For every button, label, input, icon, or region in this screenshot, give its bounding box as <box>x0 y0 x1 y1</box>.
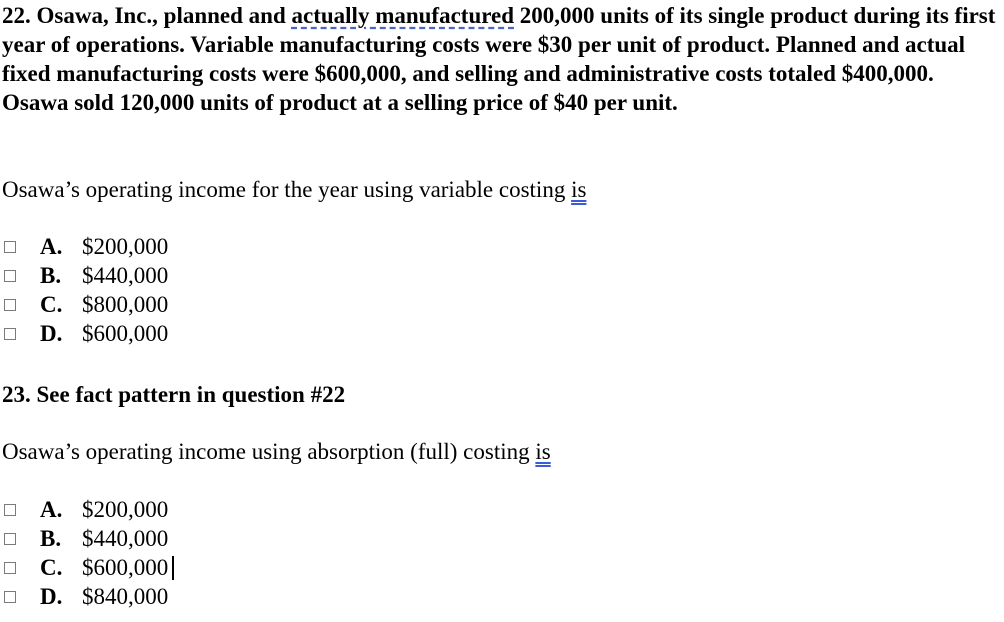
choice-letter: B. <box>40 525 62 551</box>
checkbox[interactable] <box>4 562 16 574</box>
checkbox[interactable] <box>4 270 16 282</box>
checkbox[interactable] <box>4 591 16 603</box>
question-22-heading-rest: 200,000 units of its single product during its first year of operations. Variable manufacturing costs were $30 per unit of product. Planned and actual fixed manufacturing costs were $600,000, and selling and administrative costs totaled $400,000. Osawa sold 120,000 units of product at a selling price of $40 per unit. <box>2 3 996 115</box>
choice-item <box>2 524 174 553</box>
choice-letter: A. <box>40 496 63 522</box>
choice-letter: C. <box>40 291 63 317</box>
choice-item <box>2 495 174 524</box>
choice-item <box>2 319 168 348</box>
choice-letter: D. <box>40 320 63 346</box>
question-22-stem-text: Osawa’s operating income for the year using variable costing <box>2 177 572 202</box>
checkbox[interactable] <box>4 504 16 516</box>
checkbox[interactable] <box>4 328 16 340</box>
text-cursor <box>172 556 174 580</box>
choice-letter: C. <box>40 554 63 580</box>
choice-value: $440,000 <box>82 262 169 288</box>
checkbox[interactable] <box>4 299 16 311</box>
question-22-stem <box>2 176 586 204</box>
spellcheck-underlined-phrase: actually manufactured <box>291 3 515 28</box>
question-22-stem-tail: is <box>571 177 587 202</box>
question-23-stem-text: Osawa’s operating income using absorption (full) costing <box>2 439 536 464</box>
choice-value: $440,000 <box>82 525 169 551</box>
choice-value: $200,000 <box>82 496 169 522</box>
choice-item <box>2 232 168 261</box>
question-23-heading: 23. See fact pattern in question #22 <box>2 382 346 407</box>
choice-value: $200,000 <box>82 233 169 259</box>
choice-item <box>2 553 174 582</box>
question-22-heading <box>2 1 1000 117</box>
choice-value: $600,000 <box>82 554 169 580</box>
checkbox[interactable] <box>4 533 16 545</box>
choice-letter: D. <box>40 583 63 609</box>
choice-value: $840,000 <box>82 583 169 609</box>
question-23-stem <box>2 438 551 466</box>
question-22-choices <box>2 232 168 348</box>
choice-item <box>2 582 174 611</box>
choice-item <box>2 290 168 319</box>
question-22-heading-start: 22. Osawa, Inc., planned and <box>2 3 292 28</box>
choice-value: $600,000 <box>82 320 169 346</box>
question-23-stem-tail: is <box>535 439 551 464</box>
choice-value: $800,000 <box>82 291 169 317</box>
checkbox[interactable] <box>4 241 16 253</box>
choice-letter: B. <box>40 262 62 288</box>
question-23-choices <box>2 495 174 611</box>
choice-letter: A. <box>40 233 63 259</box>
choice-item <box>2 261 168 290</box>
